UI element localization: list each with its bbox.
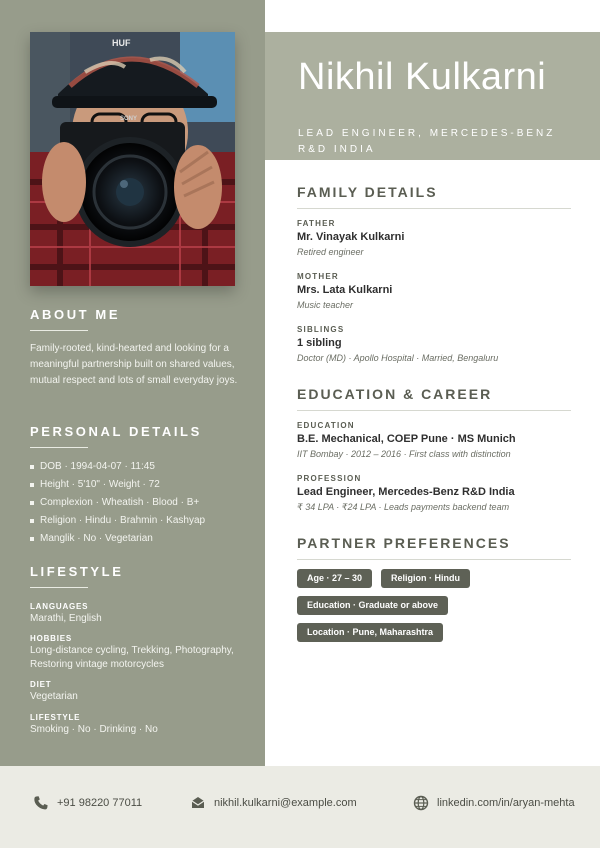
personal-details-list bbox=[30, 458, 245, 548]
envelope-icon bbox=[190, 795, 206, 811]
entry-label: EDUCATION bbox=[297, 421, 355, 430]
contact-footer bbox=[0, 766, 600, 848]
personal-detail-item: DOB · 1994-04-07 · 11:45 bbox=[30, 458, 245, 476]
contact-phone[interactable] bbox=[33, 795, 142, 811]
education-section bbox=[297, 386, 571, 513]
preferences-title: PARTNER PREFERENCES bbox=[297, 535, 511, 551]
family-entry-siblings bbox=[297, 325, 571, 363]
family-section bbox=[297, 184, 571, 363]
header-band bbox=[265, 32, 600, 160]
education-title: EDUCATION & CAREER bbox=[297, 386, 493, 402]
profile-photo bbox=[30, 32, 235, 286]
education-divider bbox=[297, 410, 571, 411]
email-address: nikhil.kulkarni@example.com bbox=[214, 797, 357, 809]
entry-label: MOTHER bbox=[297, 272, 339, 281]
hobbies-value: Long-distance cycling, Trekking, Photography, Restoring vintage motorcycles bbox=[30, 645, 234, 670]
preference-chip-religion: Religion · Hindu bbox=[381, 569, 470, 588]
entry-sub: ₹ 34 LPA · ₹24 LPA · Leads payments backend team bbox=[297, 502, 510, 512]
entry-label: SIBLINGS bbox=[297, 325, 345, 334]
entry-value: Lead Engineer, Mercedes-Benz R&D India bbox=[297, 486, 515, 498]
personal-details-title: PERSONAL DETAILS bbox=[30, 424, 202, 439]
entry-label: PROFESSION bbox=[297, 474, 362, 483]
profile-name: Nikhil Kulkarni bbox=[298, 56, 547, 98]
entry-value: Mr. Vinayak Kulkarni bbox=[297, 231, 405, 243]
preference-chip-location: Location · Pune, Maharashtra bbox=[297, 623, 443, 642]
entry-label: FATHER bbox=[297, 219, 336, 228]
camera-brand-text: SONY bbox=[120, 116, 138, 122]
entry-sub: Music teacher bbox=[297, 300, 354, 310]
phone-number: +91 98220 77011 bbox=[57, 797, 143, 809]
preferences-section bbox=[297, 535, 571, 560]
hobbies-label: HOBBIES bbox=[30, 634, 73, 644]
preference-chip-age: Age · 27 – 30 bbox=[297, 569, 372, 588]
contact-email[interactable] bbox=[190, 795, 357, 811]
habits-label: LIFESTYLE bbox=[30, 712, 81, 722]
about-divider bbox=[30, 330, 88, 331]
languages-label: LANGUAGES bbox=[30, 602, 89, 611]
sidebar bbox=[0, 0, 265, 766]
preference-chip-education: Education · Graduate or above bbox=[297, 596, 448, 615]
preferences-divider bbox=[297, 559, 571, 560]
personal-details-divider bbox=[30, 447, 88, 448]
family-title: FAMILY DETAILS bbox=[297, 184, 438, 200]
phone-icon bbox=[33, 795, 49, 811]
about-title: ABOUT ME bbox=[30, 307, 121, 322]
lifestyle-section bbox=[30, 564, 245, 736]
entry-sub: Doctor (MD) · Apollo Hospital · Married, Bengaluru bbox=[297, 353, 499, 363]
lifestyle-title: LIFESTYLE bbox=[30, 564, 124, 579]
entry-sub: IIT Bombay · 2012 – 2016 · First class with distinction bbox=[297, 449, 511, 459]
personal-detail-item: Complexion · Wheatish · Blood · B+ bbox=[30, 494, 245, 512]
diet-value: Vegetarian bbox=[30, 691, 78, 703]
photographer-image bbox=[30, 32, 235, 286]
diet-label: DIET bbox=[30, 680, 52, 690]
lifestyle-divider bbox=[30, 587, 88, 588]
education-entry bbox=[297, 421, 571, 459]
personal-details-section bbox=[30, 424, 245, 548]
entry-value: Mrs. Lata Kulkarni bbox=[297, 284, 393, 296]
globe-icon bbox=[413, 795, 429, 811]
habits-value: Smoking · No · Drinking · No bbox=[30, 723, 158, 735]
personal-detail-item: Religion · Hindu · Brahmin · Kashyap bbox=[30, 512, 245, 530]
about-text: Family-rooted, kind-hearted and looking for a meaningful partnership built on shared values, mutual respect and lots of small everyday joys. bbox=[30, 343, 238, 387]
contact-web[interactable] bbox=[413, 795, 575, 811]
entry-value: B.E. Mechanical, COEP Pune · MS Munich bbox=[297, 433, 516, 445]
web-link: linkedin.com/in/aryan-mehta bbox=[437, 797, 575, 809]
family-entry-mother bbox=[297, 272, 571, 310]
languages-value: Marathi, English bbox=[30, 613, 102, 624]
profile-role: LEAD ENGINEER, MERCEDES-BENZ R&D INDIA bbox=[298, 128, 556, 155]
personal-detail-item: Manglik · No · Vegetarian bbox=[30, 530, 245, 548]
cap-logo-text: HUF bbox=[112, 38, 131, 48]
about-section bbox=[30, 307, 245, 390]
entry-sub: Retired engineer bbox=[297, 247, 364, 257]
personal-detail-item: Height · 5'10" · Weight · 72 bbox=[30, 476, 245, 494]
family-entry-father bbox=[297, 219, 571, 257]
family-divider bbox=[297, 208, 571, 209]
entry-value: 1 sibling bbox=[297, 337, 342, 349]
profession-entry bbox=[297, 474, 571, 513]
